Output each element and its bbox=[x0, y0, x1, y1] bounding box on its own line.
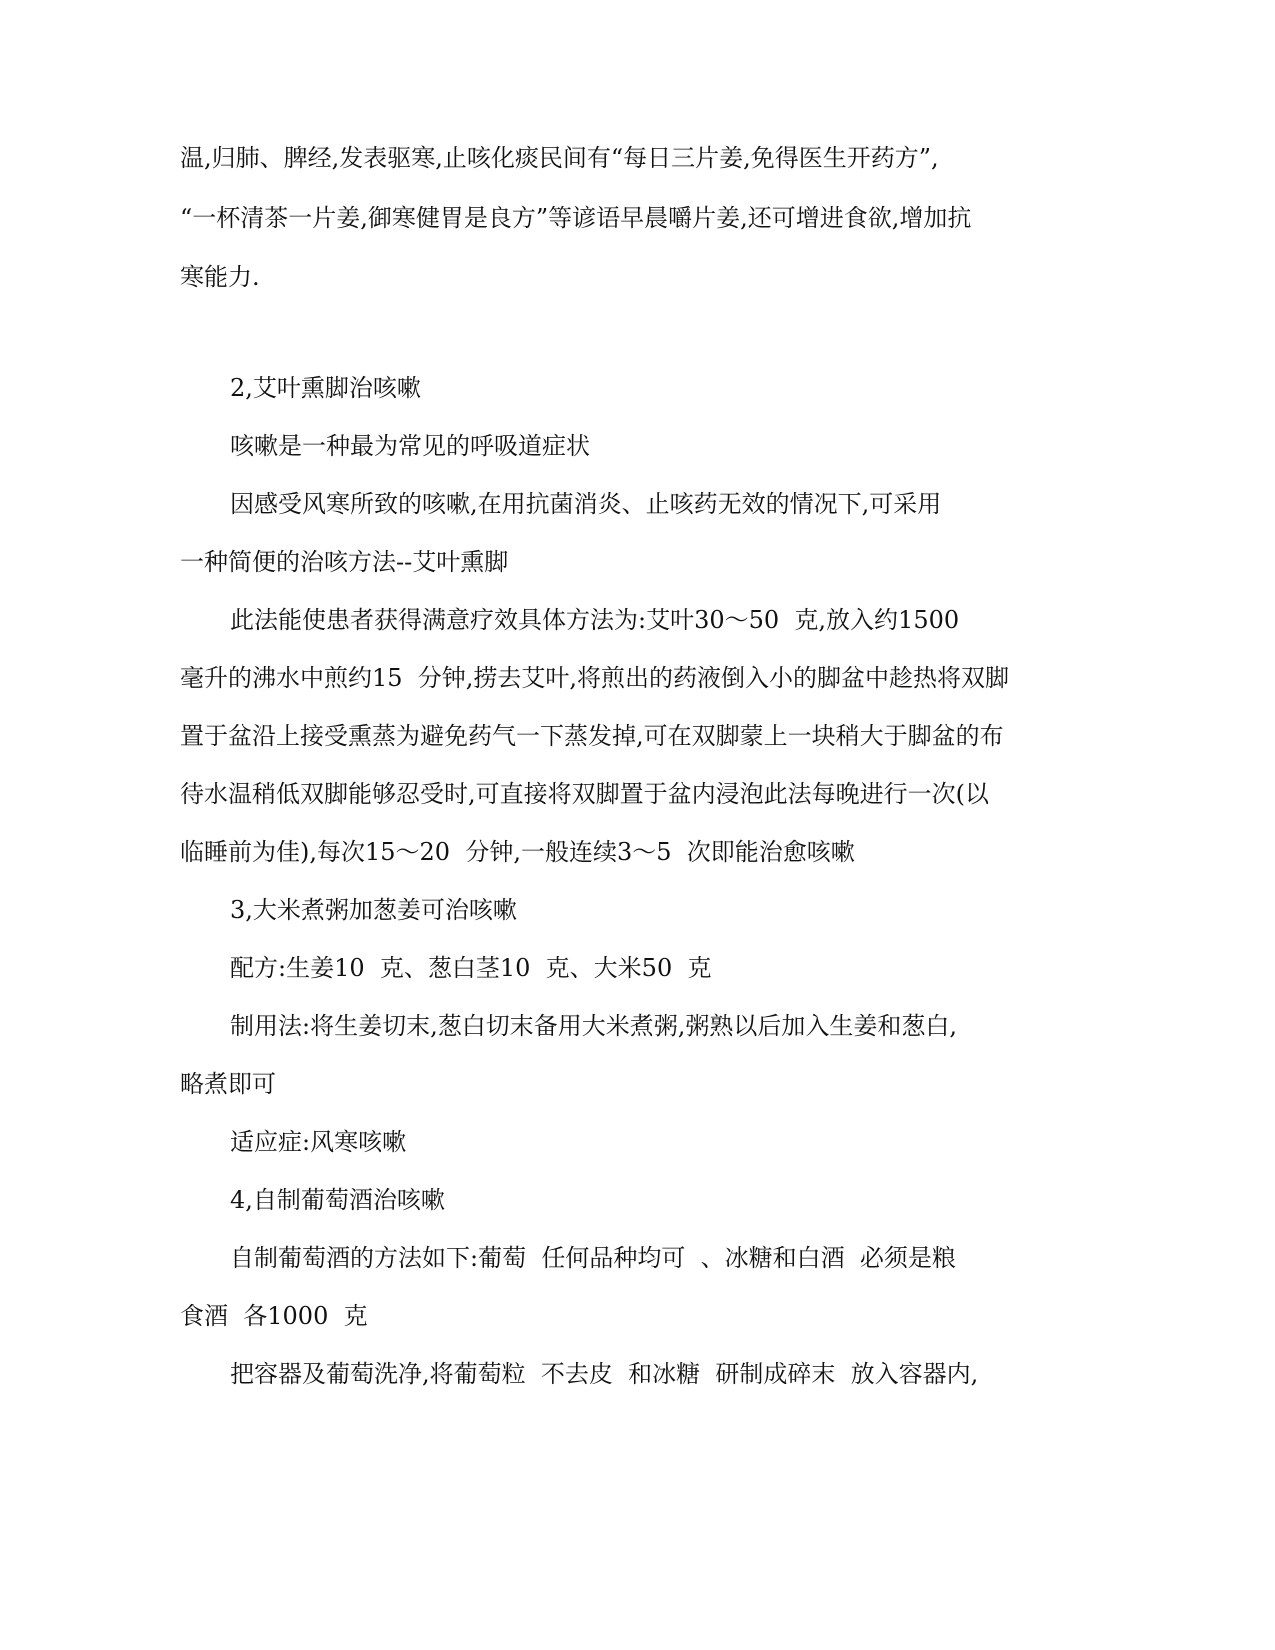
text-line: 此法能使患者获得满意疗效具体方法为:艾叶30～50 克,放入约1500 bbox=[230, 606, 960, 634]
text-line: 制用法:将生姜切末,葱白切末备用大米煮粥,粥熟以后加入生姜和葱白, bbox=[230, 1012, 957, 1040]
text-line: 自制葡萄酒的方法如下:葡萄 任何品种均可 、冰糖和白酒 必须是粮 bbox=[230, 1244, 956, 1272]
text-line: 配方:生姜10 克、葱白茎10 克、大米50 克 bbox=[230, 954, 712, 982]
text-line: 寒能力. bbox=[180, 263, 260, 291]
text-line: 适应症:风寒咳嗽 bbox=[230, 1128, 407, 1156]
text-line: 略煮即可 bbox=[180, 1070, 276, 1098]
text-line: 临睡前为佳),每次15～20 分钟,一般连续3～5 次即能治愈咳嗽 bbox=[180, 838, 855, 866]
section-heading: 3,大米煮粥加葱姜可治咳嗽 bbox=[230, 896, 517, 924]
section-heading: 2,艾叶熏脚治咳嗽 bbox=[230, 374, 421, 402]
text-line: 食酒 各1000 克 bbox=[180, 1302, 368, 1330]
text-line: “一杯清茶一片姜,御寒健胃是良方”等谚语早晨嚼片姜,还可增进食欲,增加抗 bbox=[180, 204, 972, 232]
text-line: 一种简便的治咳方法--艾叶熏脚 bbox=[180, 548, 509, 576]
text-line: 毫升的沸水中煎约15 分钟,捞去艾叶,将煎出的药液倒入小的脚盆中趁热将双脚 bbox=[180, 664, 1010, 692]
text-line: 温,归肺、脾经,发表驱寒,止咳化痰民间有“每日三片姜,免得医生开药方”, bbox=[180, 144, 939, 172]
text-line: 因感受风寒所致的咳嗽,在用抗菌消炎、止咳药无效的情况下,可采用 bbox=[230, 490, 942, 518]
section-heading: 4,自制葡萄酒治咳嗽 bbox=[230, 1186, 445, 1214]
text-line: 把容器及葡萄洗净,将葡萄粒 不去皮 和冰糖 研制成碎末 放入容器内, bbox=[230, 1360, 979, 1388]
text-line: 咳嗽是一种最为常见的呼吸道症状 bbox=[230, 432, 590, 460]
text-line: 待水温稍低双脚能够忍受时,可直接将双脚置于盆内浸泡此法每晚进行一次(以 bbox=[180, 780, 989, 808]
text-line: 置于盆沿上接受熏蒸为避免药气一下蒸发掉,可在双脚蒙上一块稍大于脚盆的布 bbox=[180, 722, 1004, 750]
